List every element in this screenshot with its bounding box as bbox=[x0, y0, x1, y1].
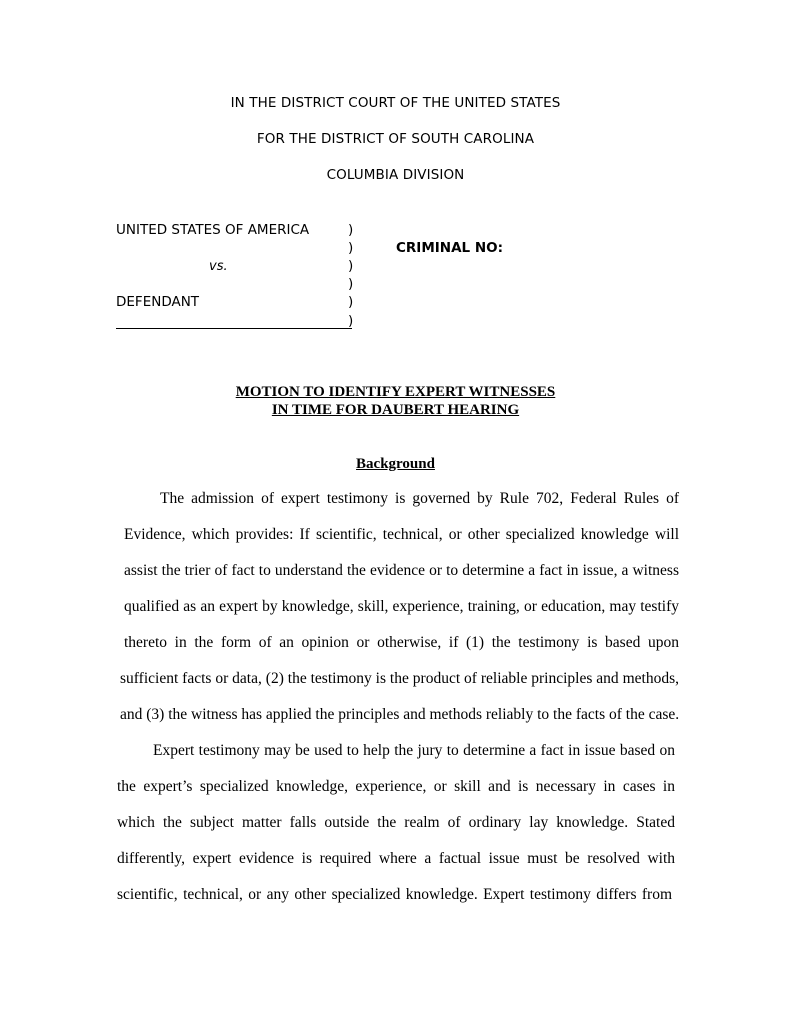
paragraph-line: sufficient facts or data, (2) the testimony is the product of reliable principles and methods, bbox=[120, 670, 679, 687]
paragraph-line: scientific, technical, or any other specialized knowledge. Expert testimony differs from bbox=[117, 886, 672, 903]
paragraph-line: Evidence, which provides: If scientific, technical, or other specialized knowledge will bbox=[124, 526, 679, 543]
paragraph-line: assist the trier of fact to understand the evidence or to determine a fact in issue, a witness bbox=[124, 562, 679, 579]
caption-underline bbox=[116, 328, 352, 329]
caption-paren: ) bbox=[348, 313, 354, 329]
paragraph-line: the expert’s specialized knowledge, experience, or skill and is necessary in cases in bbox=[117, 778, 675, 795]
paragraph-line: thereto in the form of an opinion or otherwise, if (1) the testimony is based upon bbox=[124, 634, 679, 651]
plaintiff-name: UNITED STATES OF AMERICA bbox=[116, 222, 310, 238]
defendant-name: DEFENDANT bbox=[116, 294, 200, 310]
district-line: FOR THE DISTRICT OF SOUTH CAROLINA bbox=[256, 131, 535, 147]
motion-title-line-2: IN TIME FOR DAUBERT HEARING bbox=[271, 402, 520, 418]
criminal-number-label: CRIMINAL NO: bbox=[396, 240, 504, 256]
caption-paren: ) bbox=[348, 258, 354, 274]
caption-paren: ) bbox=[348, 294, 354, 310]
court-name-line: IN THE DISTRICT COURT OF THE UNITED STATES bbox=[230, 95, 561, 111]
paragraph-line: which the subject matter falls outside the realm of ordinary lay knowledge. Stated bbox=[117, 814, 675, 831]
caption-paren: ) bbox=[348, 222, 354, 238]
paragraph-line: The admission of expert testimony is governed by Rule 702, Federal Rules of bbox=[160, 490, 679, 507]
motion-title-line-1: MOTION TO IDENTIFY EXPERT WITNESSES bbox=[235, 384, 556, 400]
paragraph-line: Expert testimony may be used to help the jury to determine a fact in issue based on bbox=[153, 742, 675, 759]
division-line: COLUMBIA DIVISION bbox=[326, 167, 465, 183]
paragraph-line: differently, expert evidence is required where a factual issue must be resolved with bbox=[117, 850, 675, 867]
caption-paren: ) bbox=[348, 240, 354, 256]
paragraph-line: qualified as an expert by knowledge, skill, experience, training, or education, may testify bbox=[124, 598, 679, 615]
paragraph-line: and (3) the witness has applied the principles and methods reliably to the facts of the case. bbox=[120, 706, 680, 723]
section-heading: Background bbox=[356, 456, 435, 472]
caption-paren: ) bbox=[348, 276, 354, 292]
versus-label: vs. bbox=[209, 259, 228, 274]
